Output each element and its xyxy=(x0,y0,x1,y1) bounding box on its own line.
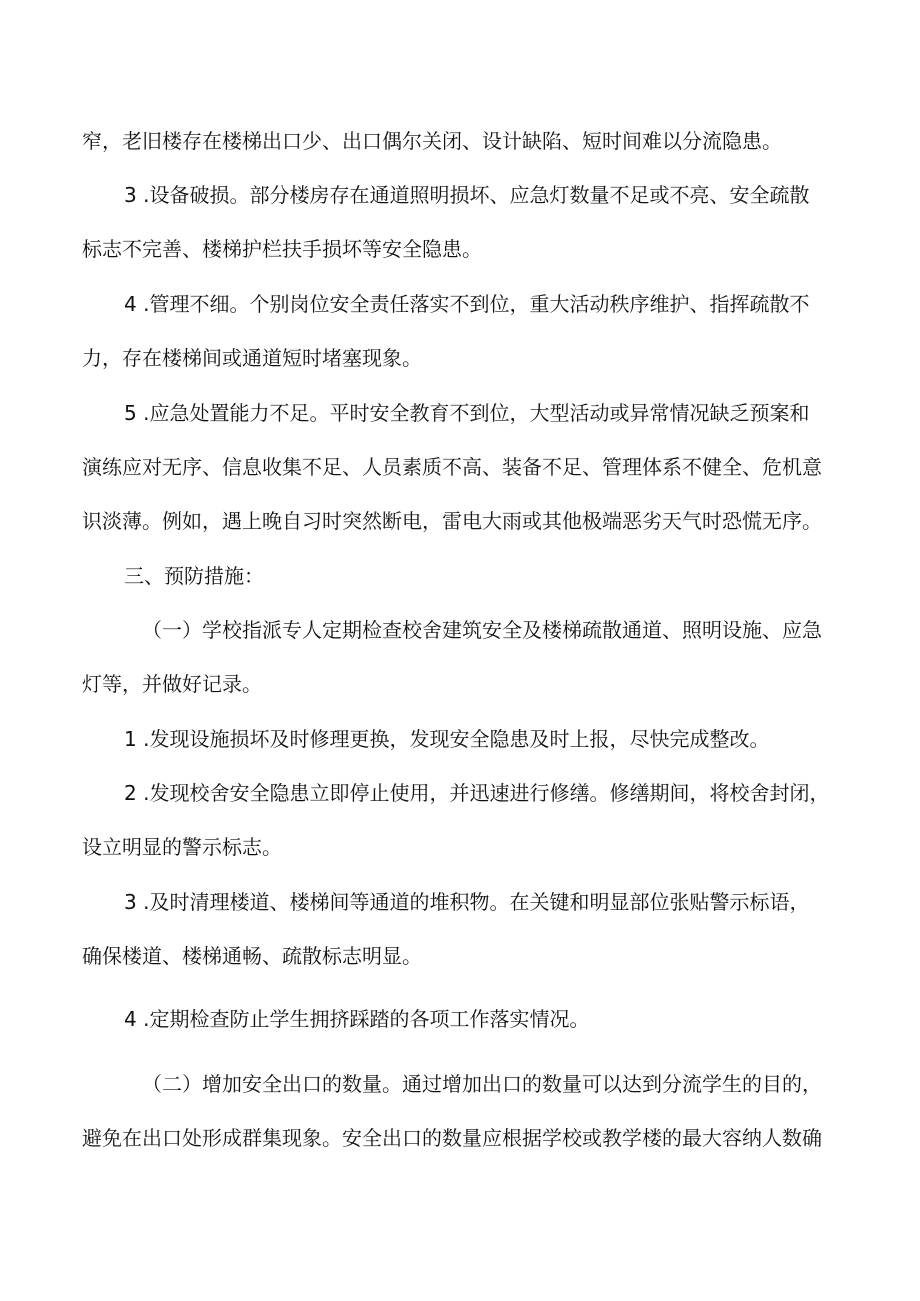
text-line-5: 力，存在楼梯间或通道短时堵塞现象。 xyxy=(82,346,422,370)
text-line-3: 标志不完善、楼梯护栏扶手损坏等安全隐患。 xyxy=(82,237,482,261)
text-line-6: 5 .应急处置能力不足。平时安全教育不到位，大型活动或异常情况缺乏预案和 xyxy=(124,401,810,425)
text-line-2: 3 .设备破损。部分楼房存在通道照明损坏、应急灯数量不足或不亮、安全疏散 xyxy=(124,183,810,207)
text-line-11: 灯等，并做好记录。 xyxy=(82,672,262,696)
text-line-10: （一）学校指派专人定期检查校舍建筑安全及楼梯疏散通道、照明设施、应急 xyxy=(142,618,822,642)
text-line-17: 4 .定期检查防止学生拥挤踩踏的各项工作落实情况。 xyxy=(124,1007,590,1031)
text-line-15: 3 .及时清理楼道、楼梯间等通道的堆积物。在关键和明显部位张贴警示标语， xyxy=(124,890,810,914)
text-line-13: 2 .发现校舍安全隐患立即停止使用，并迅速进行修缮。修缮期间，将校舍封闭， xyxy=(124,781,830,805)
section-heading: 三、预防措施： xyxy=(124,564,264,588)
text-line-4: 4 .管理不细。个别岗位安全责任落实不到位，重大活动秩序维护、指挥疏散不 xyxy=(124,292,810,316)
text-line-12: 1 .发现设施损坏及时修理更换，发现安全隐患及时上报，尽快完成整改。 xyxy=(124,727,770,751)
text-line-7: 演练应对无序、信息收集不足、人员素质不高、装备不足、管理体系不健全、危机意 xyxy=(82,455,822,479)
text-line-18: （二）增加安全出口的数量。通过增加出口的数量可以达到分流学生的目的， xyxy=(142,1072,822,1096)
text-line-16: 确保楼道、楼梯通畅、疏散标志明显。 xyxy=(82,944,422,968)
text-line-14: 设立明显的警示标志。 xyxy=(82,835,282,859)
text-line-19: 避免在出口处形成群集现象。安全出口的数量应根据学校或教学楼的最大容纳人数确 xyxy=(82,1126,822,1150)
text-line-8: 识淡薄。例如，遇上晚自习时突然断电，雷电大雨或其他极端恶劣天气时恐慌无序。 xyxy=(82,509,822,533)
text-line-1: 窄，老旧楼存在楼梯出口少、出口偶尔关闭、设计缺陷、短时间难以分流隐患。 xyxy=(82,129,782,153)
